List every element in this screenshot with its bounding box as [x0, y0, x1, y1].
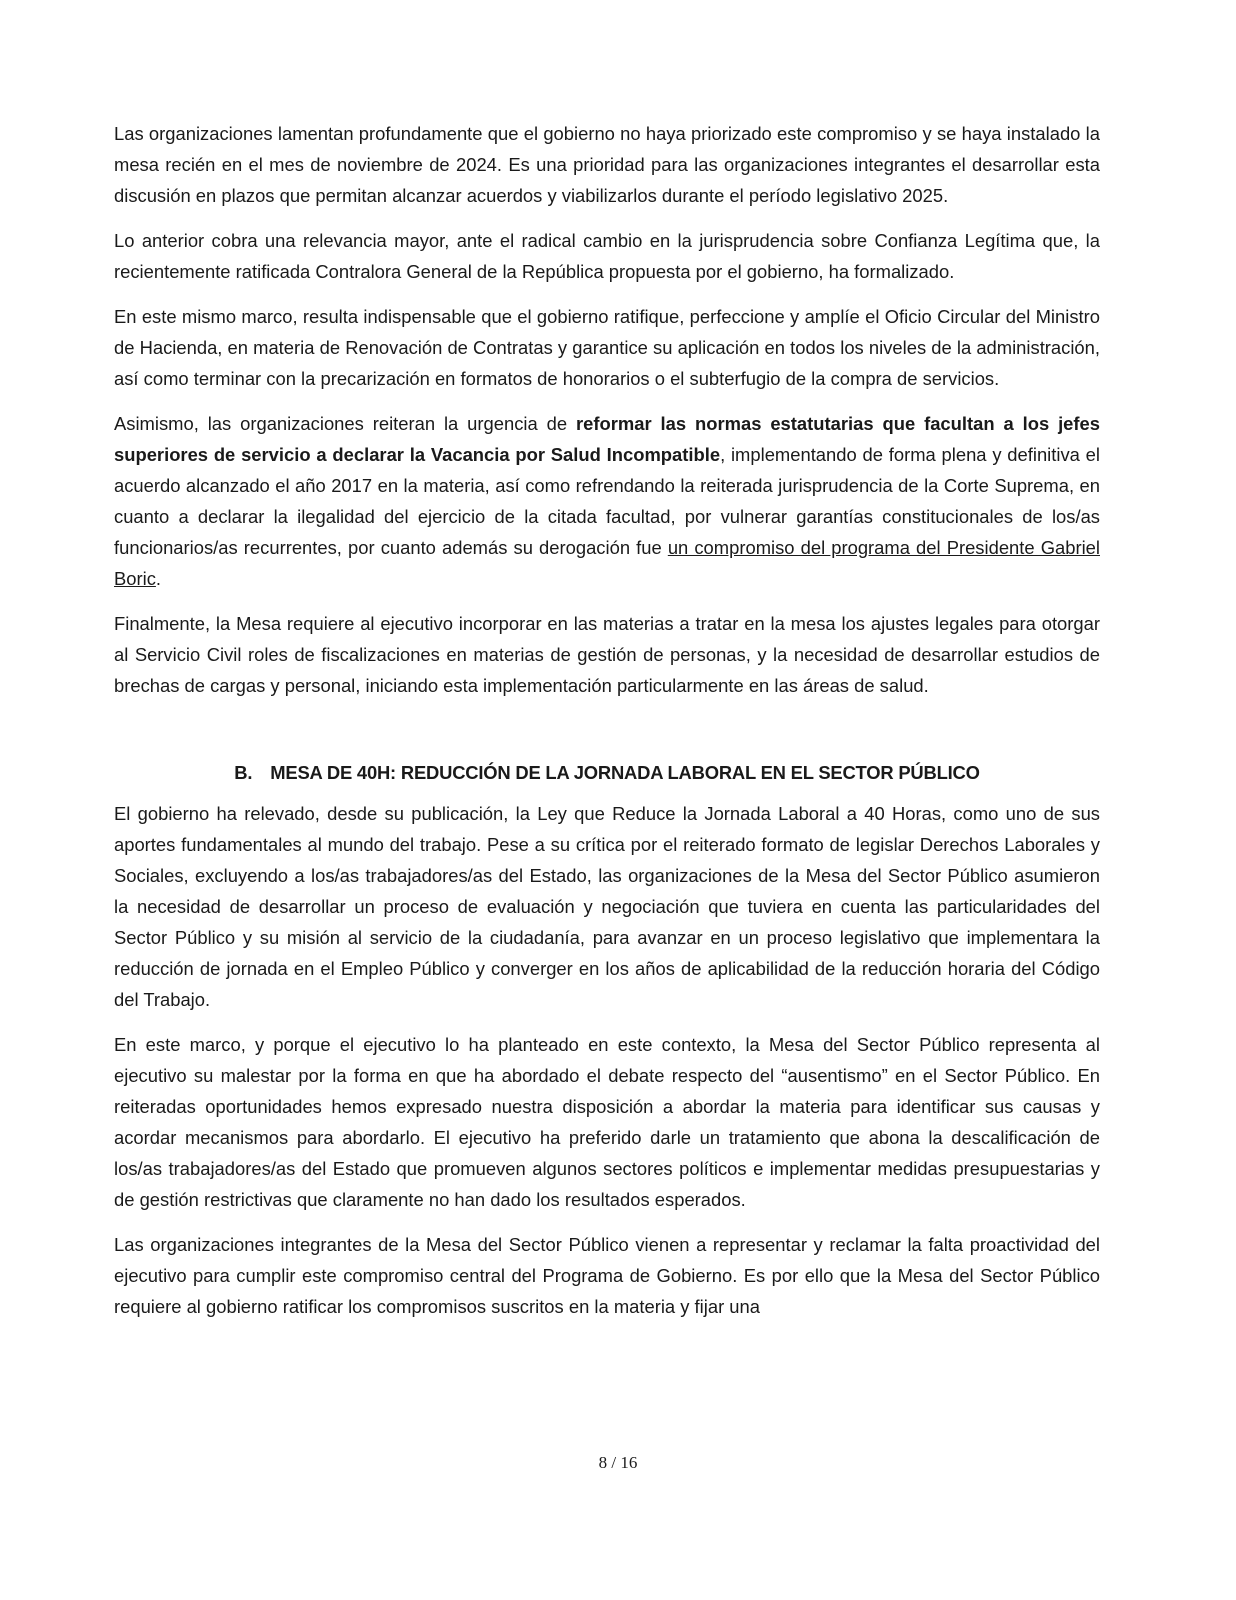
paragraph-compromiso-programa: Las organizaciones integrantes de la Mesa del Sector Público vienen a representar y reclamar la falta proactividad del ejecutivo para cumplir este compromiso central del Programa de Gobierno. Es por ello que la Mesa del Sector Público requiere al gobierno ratificar los compromisos suscritos en la materia y fijar una: [114, 1234, 1100, 1317]
paragraph-servicio-civil: Finalmente, la Mesa requiere al ejecutivo incorporar en las materias a tratar en la mesa los ajustes legales para otorgar al Servicio Civil roles de fiscalizaciones en materias de gestión de personas, y la necesidad de desarrollar estudios de brechas de cargas y personal, iniciando esta implementación particularmente en las áreas de salud.: [114, 613, 1100, 696]
page-number: 8 / 16: [598, 1453, 638, 1472]
paragraph-ausentismo: En este marco, y porque el ejecutivo lo ha planteado en este contexto, la Mesa del Sector Público representa al ejecutivo su malestar por la forma en que ha abordado el debate respecto del “ausentismo” en el Sector Público. En reiteradas oportunidades hemos expresado nuestra disposición a abordar la materia para identificar sus causas y acordar mecanismos para abordarlo. El ejecutivo ha preferido darle un tratamiento que abona la descalificación de los/as trabajadores/as del Estado que promueven algunos sectores políticos e implementar medidas presupuestarias y de gestión restrictivas que claramente no han dado los resultados esperados.: [114, 1034, 1100, 1210]
vacancia-text-1: Asimismo, las organizaciones reiteran la urgencia de: [114, 413, 576, 434]
paragraph-vacancia: [114, 408, 1100, 594]
section-letter: B.: [234, 762, 253, 783]
section-title: MESA DE 40H: REDUCCIÓN DE LA JORNADA LABORAL EN EL SECTOR PÚBLICO: [270, 762, 980, 783]
paragraph-confianza-legitima: Lo anterior cobra una relevancia mayor, ante el radical cambio en la jurisprudencia sobre Confianza Legítima que, la recientemente ratificada Contralora General de la República propuesta por el gobierno, ha formalizado.: [114, 230, 1100, 282]
section-heading: [114, 757, 1100, 788]
paragraph-prioridad: Las organizaciones lamentan profundamente que el gobierno no haya priorizado este compromiso y se haya instalado la mesa recién en el mes de noviembre de 2024. Es una prioridad para las organizaciones integrantes el desarrollar esta discusión en plazos que permitan alcanzar acuerdos y viabilizarlos durante el período legislativo 2025.: [114, 123, 1100, 206]
vacancia-text-2: , implementando de forma plena y definitiva el acuerdo alcanzado el año 2017 en la materia, así como refrendando la reiterada jurisprudencia de la Corte Suprema, en cuanto a declarar la ilegalidad del ejercicio de la citada facultad, por vulnerar garantías constitucionales de los/as funcionarios/as recurrentes, por cuanto además su derogación fue: [114, 444, 1100, 558]
vacancia-text-3: .: [155, 568, 162, 589]
paragraph-renovacion-contratas: En este mismo marco, resulta indispensable que el gobierno ratifique, perfeccione y amplíe el Oficio Circular del Ministro de Hacienda, en materia de Renovación de Contratas y garantice su aplicación en todos los niveles de la administración, así como terminar con la precarización en formatos de honorarios o el subterfugio de la compra de servicios.: [114, 306, 1100, 389]
vacancia-bold-text: reformar las normas estatutarias que facultan a los jefes superiores de servicio a declarar la Vacancia por Salud Incompatible: [114, 413, 1100, 465]
vacancia-underlined-text: un compromiso del programa del Presidente Gabriel Boric: [114, 537, 1100, 589]
document-page: [114, 118, 1100, 1336]
paragraph-ley-40-horas: El gobierno ha relevado, desde su publicación, la Ley que Reduce la Jornada Laboral a 40 Horas, como uno de sus aportes fundamentales al mundo del trabajo. Pese a su crítica por el reiterado formato de legislar Derechos Laborales y Sociales, excluyendo a los/as trabajadores/as del Estado, las organizaciones de la Mesa del Sector Público asumieron la necesidad de desarrollar un proceso de evaluación y negociación que tuviera en cuenta las particularidades del Sector Público y su misión al servicio de la ciudadanía, para avanzar en un proceso legislativo que implementara la reducción de jornada en el Empleo Público y converger en los años de aplicabilidad de la reducción horaria del Código del Trabajo.: [114, 803, 1100, 1010]
